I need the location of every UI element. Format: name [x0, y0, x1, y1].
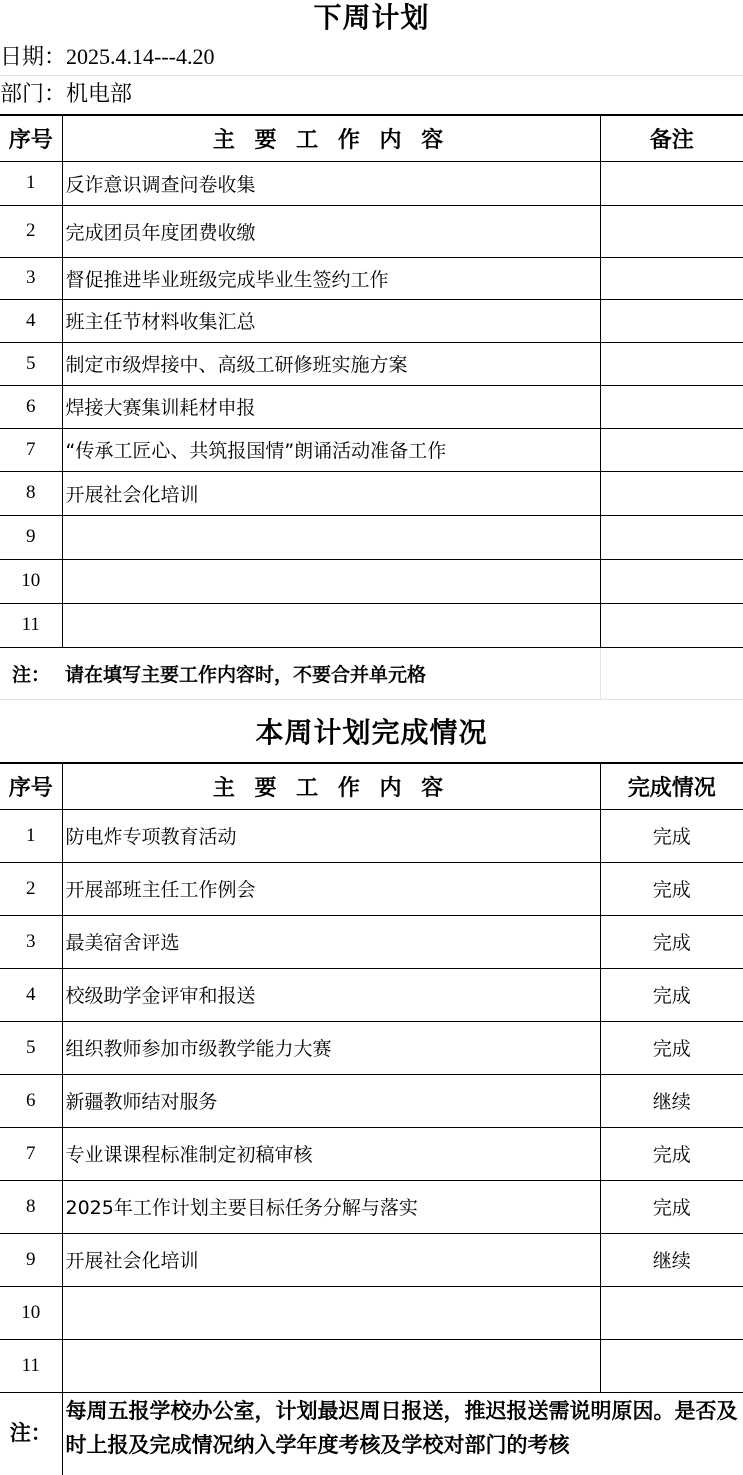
row-content[interactable]: 2025年工作计划主要目标任务分解与落实 [62, 1180, 600, 1233]
row-seq: 6 [0, 1074, 62, 1127]
header-seq: 序号 [0, 763, 62, 809]
next-week-note-row [0, 647, 743, 699]
note-label: 注： [0, 647, 62, 699]
row-content[interactable]: 开展社会化培训 [62, 471, 600, 515]
department-line [0, 76, 743, 114]
row-remark[interactable] [600, 471, 743, 515]
table-row [0, 809, 743, 862]
row-content[interactable]: 制定市级焊接中、高级工研修班实施方案 [62, 342, 600, 385]
row-status[interactable] [600, 1339, 743, 1392]
row-seq: 4 [0, 299, 62, 342]
row-remark[interactable] [600, 603, 743, 647]
row-seq: 5 [0, 342, 62, 385]
row-status[interactable]: 完成 [600, 968, 743, 1021]
note-text: 请在填写主要工作内容时，不要合并单元格 [62, 647, 600, 699]
row-seq: 9 [0, 1233, 62, 1286]
table-row [0, 1021, 743, 1074]
row-content[interactable]: 班主任节材料收集汇总 [62, 299, 600, 342]
row-seq: 3 [0, 915, 62, 968]
row-remark[interactable] [600, 385, 743, 428]
table-row [0, 471, 743, 515]
row-content[interactable]: 开展社会化培训 [62, 1233, 600, 1286]
table-row [0, 342, 743, 385]
table-row [0, 1233, 743, 1286]
row-content[interactable]: 完成团员年度团费收缴 [62, 205, 600, 257]
next-week-title: 下周计划 [313, 1, 430, 34]
table-row [0, 862, 743, 915]
table-row [0, 428, 743, 471]
row-seq: 10 [0, 559, 62, 603]
table-row [0, 1286, 743, 1339]
row-status[interactable] [600, 1286, 743, 1339]
row-content[interactable]: 焊接大赛集训耗材申报 [62, 385, 600, 428]
row-seq: 5 [0, 1021, 62, 1074]
table-row [0, 205, 743, 257]
this-week-note-row [0, 1388, 743, 1475]
row-status[interactable]: 完成 [600, 809, 743, 862]
header-content: 主 要 工 作 内 容 [62, 763, 600, 809]
row-seq: 2 [0, 862, 62, 915]
row-remark[interactable] [600, 342, 743, 385]
table-row [0, 1180, 743, 1233]
row-content[interactable]: 督促推进毕业班级完成毕业生签约工作 [62, 257, 600, 299]
department-label: 部门： [0, 82, 67, 107]
row-seq: 8 [0, 1180, 62, 1233]
row-seq: 2 [0, 205, 62, 257]
table-row [0, 968, 743, 1021]
row-content[interactable] [62, 559, 600, 603]
row-seq: 11 [0, 603, 62, 647]
row-content[interactable] [62, 603, 600, 647]
row-seq: 8 [0, 471, 62, 515]
note-text-cell [62, 1388, 743, 1475]
row-content[interactable]: 开展部班主任工作例会 [62, 862, 600, 915]
row-remark[interactable] [600, 161, 743, 205]
row-seq: 11 [0, 1339, 62, 1392]
row-content[interactable]: 新疆教师结对服务 [62, 1074, 600, 1127]
row-remark[interactable] [600, 428, 743, 471]
date-value: 2025.4.14---4.20 [66, 44, 215, 69]
row-status[interactable]: 继续 [600, 1233, 743, 1286]
date-label: 日期： [0, 45, 67, 70]
row-content[interactable]: 校级助学金评审和报送 [62, 968, 600, 1021]
table-row [0, 915, 743, 968]
this-week-title: 本周计划完成情况 [255, 716, 488, 749]
row-seq: 1 [0, 809, 62, 862]
table-header-row [0, 115, 743, 161]
row-content[interactable] [62, 1339, 600, 1392]
header-remark: 备注 [600, 115, 743, 161]
row-status[interactable]: 完成 [600, 862, 743, 915]
row-status[interactable]: 完成 [600, 1127, 743, 1180]
row-remark[interactable] [600, 257, 743, 299]
header-content: 主 要 工 作 内 容 [62, 115, 600, 161]
row-seq: 6 [0, 385, 62, 428]
this-week-note-table [0, 1388, 743, 1475]
table-row [0, 603, 743, 647]
date-line [0, 38, 743, 76]
table-row [0, 1074, 743, 1127]
row-content[interactable] [62, 1286, 600, 1339]
row-content[interactable] [62, 515, 600, 559]
row-content[interactable]: 组织教师参加市级教学能力大赛 [62, 1021, 600, 1074]
row-status[interactable]: 继续 [600, 1074, 743, 1127]
table-row [0, 385, 743, 428]
row-content[interactable]: 防电炸专项教育活动 [62, 809, 600, 862]
row-seq: 7 [0, 428, 62, 471]
note-text: 每周五报学校办公室，计划最迟周日报送，推迟报送需说明原因。是否及时上报及完成情况纳入学年度考核及学校对部门的考核 [65, 1399, 738, 1457]
row-remark[interactable] [600, 299, 743, 342]
row-content[interactable]: “传承工匠心、共筑报国情”朗诵活动准备工作 [62, 428, 600, 471]
table-row [0, 161, 743, 205]
note-label: 注： [0, 1388, 62, 1475]
row-status[interactable]: 完成 [600, 1021, 743, 1074]
row-seq: 7 [0, 1127, 62, 1180]
row-status[interactable]: 完成 [600, 915, 743, 968]
row-seq: 9 [0, 515, 62, 559]
table-row [0, 515, 743, 559]
table-row [0, 1127, 743, 1180]
table-row [0, 1339, 743, 1392]
row-remark[interactable] [600, 559, 743, 603]
table-header-row [0, 763, 743, 809]
row-remark[interactable] [600, 515, 743, 559]
table-row [0, 257, 743, 299]
row-seq: 4 [0, 968, 62, 1021]
table-row [0, 559, 743, 603]
row-status[interactable]: 完成 [600, 1180, 743, 1233]
row-content[interactable]: 专业课课程标准制定初稿审核 [62, 1127, 600, 1180]
header-status: 完成情况 [600, 763, 743, 809]
next-week-table [0, 114, 743, 700]
header-seq: 序号 [0, 115, 62, 161]
department-value: 机电部 [66, 82, 133, 107]
row-seq: 1 [0, 161, 62, 205]
row-content[interactable]: 反诈意识调查问卷收集 [62, 161, 600, 205]
row-content[interactable]: 最美宿舍评选 [62, 915, 600, 968]
this-week-table [0, 762, 743, 1393]
row-seq: 10 [0, 1286, 62, 1339]
row-seq: 3 [0, 257, 62, 299]
table-row [0, 299, 743, 342]
note-empty-cell [600, 647, 743, 699]
row-remark[interactable] [600, 205, 743, 257]
